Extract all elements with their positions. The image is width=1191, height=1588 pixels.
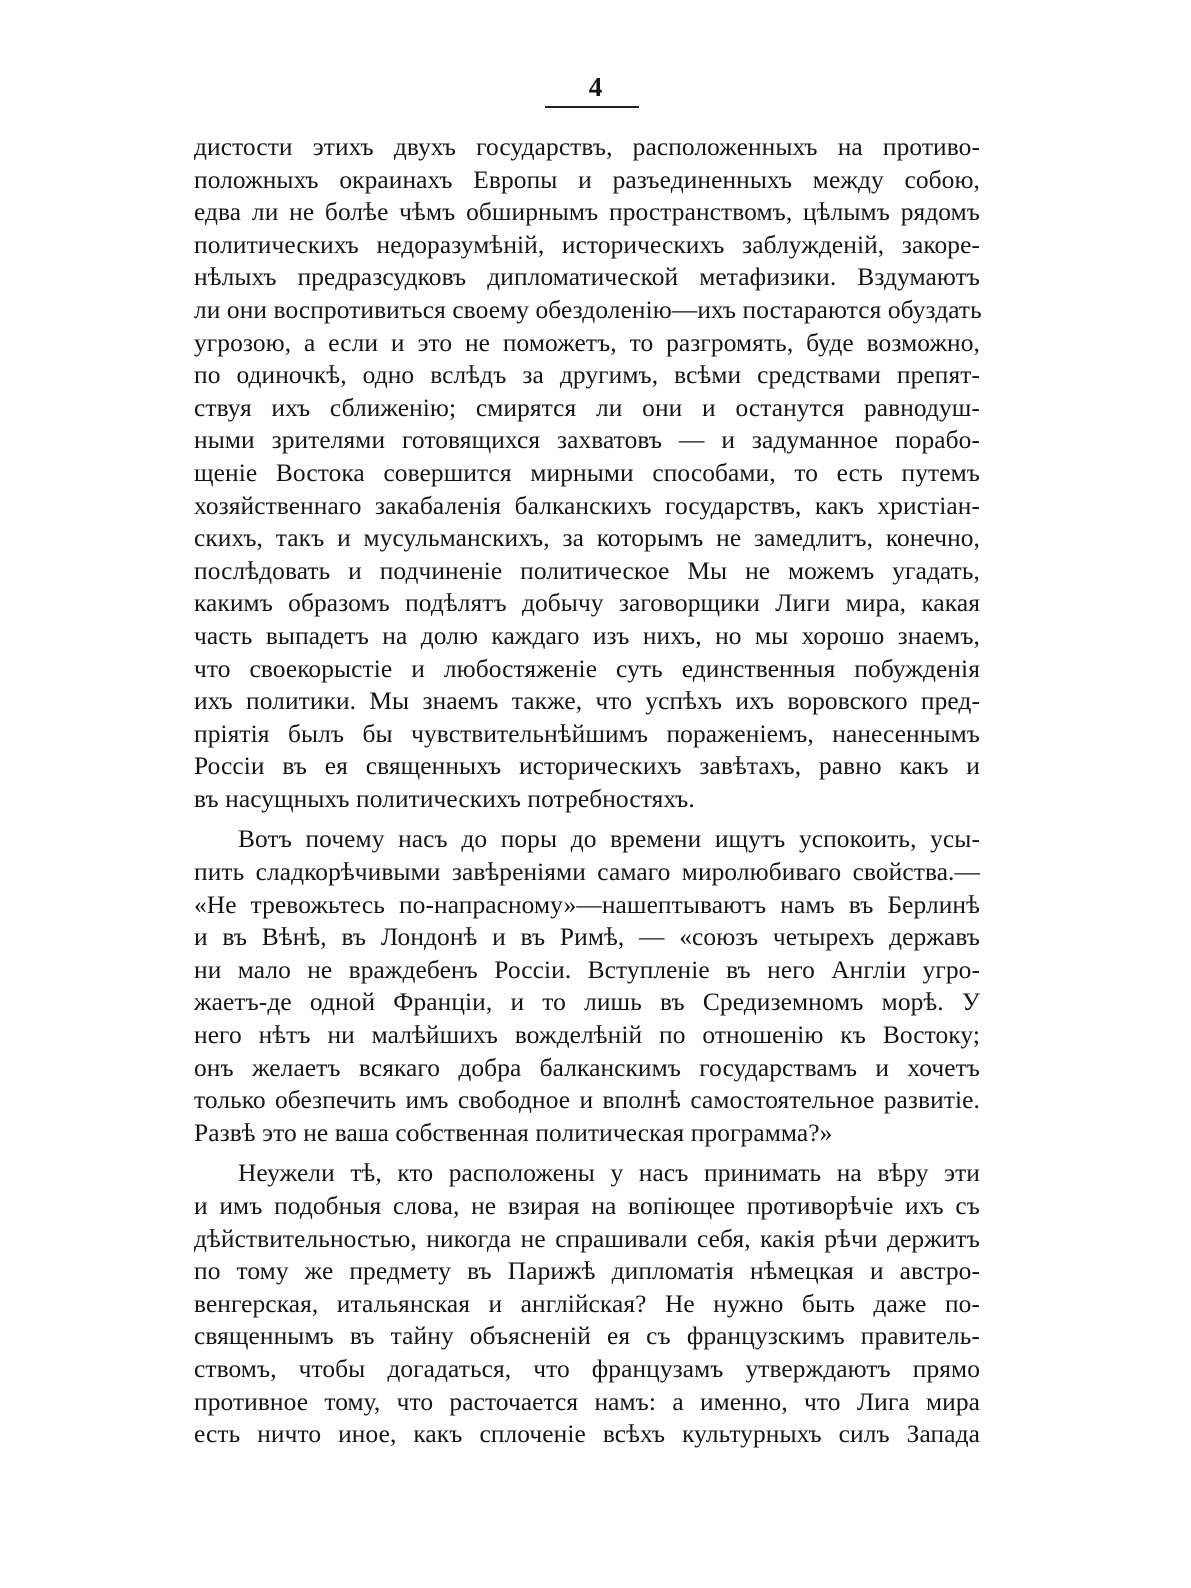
paragraph-3	[194, 1157, 980, 1450]
text-line: противное тому, что расточается намъ: а именно, что Лига мира	[194, 1387, 980, 1416]
text-line: Неужели тѣ, кто расположены у насъ принимать на вѣру эти	[238, 1159, 980, 1188]
text-line: часть выпадетъ на долю каждаго изъ нихъ, но мы хорошо знаемъ,	[194, 621, 980, 650]
text-line: пить сладкорѣчивыми завѣреніями самаго миролюбиваго свойства.—	[194, 858, 980, 887]
text-line: скихъ, такъ и мусульманскихъ, за которымъ не замедлитъ, конечно,	[194, 524, 980, 553]
text-line: послѣдовать и подчиненіе политическое Мы не можемъ угадать,	[194, 556, 980, 585]
paragraph-gap	[194, 815, 980, 823]
text-line: священнымъ въ тайну объясненій ея съ французскимъ правитель-	[194, 1322, 980, 1351]
text-line: щеніе Востока совершится мирными способами, то есть путемъ	[194, 458, 980, 487]
text-line: политическихъ недоразумѣній, историческихъ заблужденій, закоре-	[194, 230, 980, 259]
text-line: онъ желаетъ всякаго добра балканскимъ государствамъ и хочетъ	[194, 1053, 980, 1082]
text-line: въ насущныхъ политическихъ потребностяхъ.	[194, 784, 695, 813]
text-line: венгерская, итальянская и англійская? Не нужно быть даже по-	[194, 1289, 980, 1318]
text-line: есть ничто иное, какъ сплоченіе всѣхъ культурныхъ силъ Запада	[194, 1420, 980, 1449]
paragraph-1	[194, 131, 980, 815]
page-number-rule	[545, 106, 639, 108]
text-line: по одиночкѣ, одно вслѣдъ за другимъ, всѣми средствами препят-	[194, 361, 980, 390]
body-text	[194, 131, 980, 1451]
text-line: и имъ подобныя слова, не взирая на вопіющее противорѣчіе ихъ съ	[194, 1192, 980, 1220]
text-line: едва ли не болѣе чѣмъ обширнымъ пространствомъ, цѣлымъ рядомъ	[194, 198, 980, 227]
text-line: и въ Вѣнѣ, въ Лондонѣ и въ Римѣ, — «союзъ четырехъ державъ	[194, 923, 980, 952]
text-line: «Не тревожьтесь по-напрасному»—нашептываютъ намъ въ Берлинѣ	[194, 890, 980, 919]
text-line: дистости этихъ двухъ государствъ, расположенныхъ на противо-	[194, 133, 980, 161]
text-line: жаетъ-де одной Франціи, и то лишь въ Средиземномъ морѣ. У	[194, 988, 980, 1017]
text-line: дѣйствительностью, никогда не спрашивали себя, какія рѣчи держитъ	[194, 1224, 980, 1253]
text-line: пріятія былъ бы чувствительнѣйшимъ пораженіемъ, нанесеннымъ	[194, 719, 980, 748]
text-line: что своекорыстіе и любостяженіе суть единственныя побужденія	[194, 654, 980, 683]
page-number: 4	[588, 72, 603, 102]
text-line: положныхъ окраинахъ Европы и разъединенныхъ между собою,	[194, 165, 980, 194]
text-line: угрозою, а если и это не поможетъ, то разгромять, буде возможно,	[194, 328, 980, 357]
text-line: ли они воспротивиться своему обездоленію—ихъ постараются обуздать	[194, 295, 982, 324]
text-line: ствомъ, чтобы догадаться, что французамъ утверждаютъ прямо	[194, 1354, 980, 1383]
text-line: какимъ образомъ подѣлятъ добычу заговорщики Лиги мира, какая	[194, 589, 980, 618]
text-line: ихъ политики. Мы знаемъ также, что успѣхъ ихъ воровского пред-	[194, 687, 980, 716]
text-line: ными зрителями готовящихся захватовъ — и задуманное порабо-	[194, 426, 980, 455]
paragraph-2	[194, 823, 980, 1149]
text-line: него нѣтъ ни малѣйшихъ вожделѣній по отношенію къ Востоку;	[194, 1021, 980, 1050]
paragraph-gap	[194, 1149, 980, 1157]
text-line: по тому же предмету въ Парижѣ дипломатія нѣмецкая и австро-	[194, 1257, 980, 1286]
text-line: Развѣ это не ваша собственная политическая программа?»	[194, 1118, 833, 1147]
text-line: Вотъ почему насъ до поры до времени ищутъ успокоить, усы-	[238, 825, 980, 854]
text-line: ни мало не враждебенъ Россіи. Вступленіе въ него Англіи угро-	[194, 955, 980, 984]
text-line: только обезпечить имъ свободное и вполнѣ самостоятельное развитіе.	[194, 1086, 980, 1115]
text-line: хозяйственнаго закабаленія балканскихъ государствъ, какъ христіан-	[194, 491, 980, 520]
text-line: ствуя ихъ сближенію; смирятся ли они и останутся равнодуш-	[194, 393, 980, 422]
text-line: Россіи въ ея священныхъ историческихъ завѣтахъ, равно какъ и	[194, 752, 980, 781]
text-line: нѣлыхъ предразсудковъ дипломатической метафизики. Вздумаютъ	[194, 263, 980, 292]
